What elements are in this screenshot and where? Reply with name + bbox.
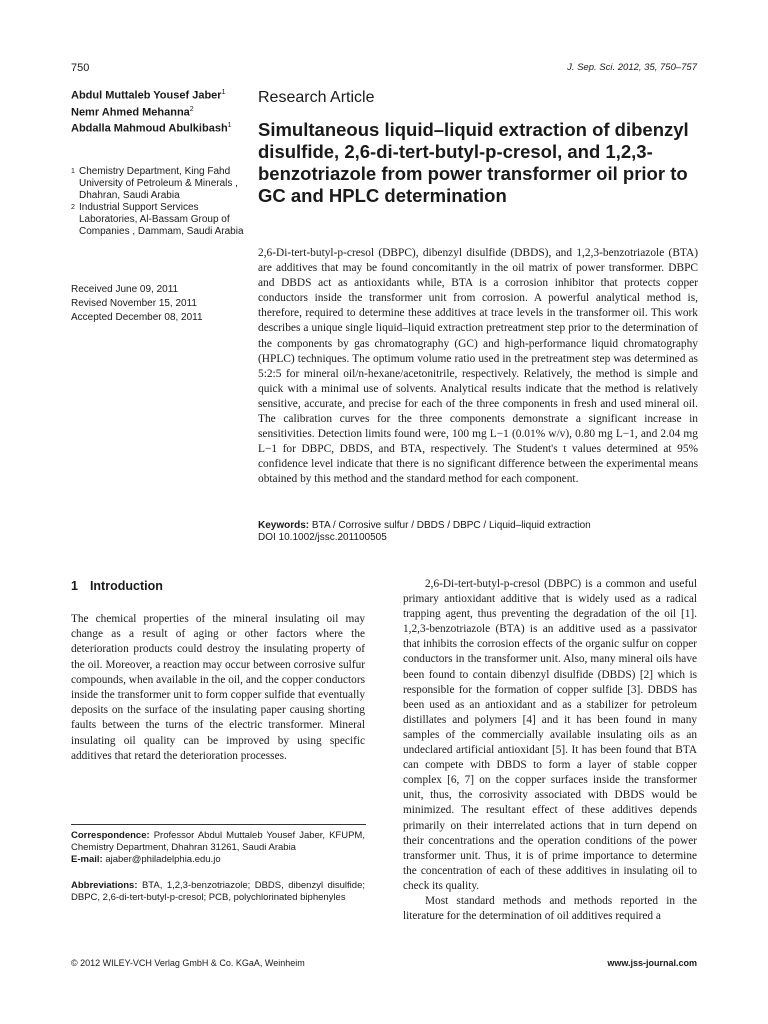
article-dates (71, 283, 246, 325)
abstract: 2,6-Di-tert-butyl-p-cresol (DBPC), dibenzyl disulfide (DBDS), and 1,2,3-benzotriazole (BTA) are additives that may be found concomitantly in the oil matrix of power transformer. DBPC and DBDS act as antioxidants while, BTA is a corrosion inhibitor that protects copper conductors inside the transformer unit from corrosion. A powerful analytical method is, therefore, required to determine these additives at trace levels in the transformer oil. This work describes a unique single liquid–liquid extraction pretreatment step prior to the determination of the components by gas chromatography (GC) and high-performance liquid chromatography (HPLC) techniques. The optimum volume ratio used in the pretreatment step was determined as 5:2:5 for mineral oil/n-hexane/acetonitrile, respectively. Relatively, the method is simple and quick with a minimal use of solvents. Analytical results indicate that the method is relatively sensitive, accurate, and precise for each of the three components in fresh and used mineral oil. The calibration curves for the three components demonstrate a significant increase in sensitivities. Detection limits found were, 100 mg L−1 (0.01% w/v), 0.80 mg L−1, and 2.04 mg L−1 for DBPC, DBDS, and BTA, respectively. The Student's t values determined at 95% confidence level indicate that there is no significant difference between the experimental means obtained by this method and the standard method for each component. (258, 247, 698, 486)
affiliation: 2 Industrial Support Services Laboratories, Al-Bassam Group of Companies , Dammam, Saudi Arabia (71, 202, 244, 237)
author-name: Abdalla Mahmoud Abulkibash$^1$ (71, 122, 232, 135)
keywords (258, 520, 703, 532)
body-paragraph: Most standard methods and methods reported in the literature for the determination of oil additives required a (403, 894, 697, 923)
right-column-text (403, 577, 697, 924)
doi[interactable]: DOI 10.1002/jssc.201100505 (258, 532, 387, 543)
revised-date: Revised November 15, 2011 (71, 298, 197, 309)
journal-website-link[interactable]: www.jss-journal.com (607, 958, 697, 968)
email-link[interactable]: ajaber@philadelphia.edu.jo (105, 854, 221, 865)
abbreviations-note: Abbreviations: BTA, 1,2,3-benzotriazole; DBDS, dibenzyl disulfide; DBPC, 2,6-di-tert-butyl-p-cresol; PCB, polychlorinated biphenyles (71, 880, 365, 903)
affiliation: 1 Chemistry Department, King Fahd University of Petroleum & Minerals , Dhahran, Saudi Arabia (71, 166, 238, 201)
section-label: Research Article (258, 89, 375, 106)
keywords-text: BTA / Corrosive sulfur / DBDS / DBPC / Liquid–liquid extraction (311, 520, 591, 531)
footnote-divider (71, 824, 366, 825)
body-paragraph: 2,6-Di-tert-butyl-p-cresol (DBPC) is a common and useful primary antioxidant additive that is widely used as a radical trapping agent, thus preventing the degradation of the oil [1]. 1,2,3-benzotriazole (BTA) is an additive used as a passivator that inhibits the corrosion effects of the organic sulfur on copper conductors in the transformer unit. Also, many mineral oils have been found to contain dibenzyl disulfide (DBDS) [2] which is responsible for the formation of copper sulfide [3]. DBDS has been used as an antioxidant and as a stabilizer for petroleum distillates and polymers [4] and it has been found in many samples of the commercially available insulating oils as an undeclared artificial antioxidant [5]. It has been found that BTA can compete with DBDS to form a layer of stable copper complex [6, 7] on the copper surfaces inside the transformer unit, thus, the corrosivity associated with DBDS would be minimized. The resultant effect of these additives depends primarily on their interrelated actions that in turn depend on their concentrations and the operation conditions of the power transformer unit. Thus, it is of prime importance to determine the concentration of each of these additives in insulating oil to check its quality. (403, 578, 697, 892)
introduction-paragraph: The chemical properties of the mineral insulating oil may change as a result of aging or other factors where the deterioration products could destroy the insulating property of the oil. Moreover, a reaction may occur between corrosive sulfur compounds, when available in the oil, and the copper conductors inside the transformer unit to form copper sulfide that eventually deposits on the surface of the insulating paper causing shorting faults between the turns of the electric transformer. Mineral insulating oil quality can be improved by using specific additives that retard the deterioration processes. (71, 613, 365, 762)
section-heading-introduction: 1 Introduction (71, 579, 163, 593)
author-name: Nemr Ahmed Mehanna$^2$ (71, 105, 194, 119)
page-number: 750 (71, 62, 90, 74)
accepted-date: Accepted December 08, 2011 (71, 312, 203, 323)
author-list (71, 86, 246, 136)
article-title: Simultaneous liquid–liquid extraction of dibenzyl disulfide, 2,6-di-tert-butyl-p-cresol, and 1,2,3-benzotriazole from power transformer oil prior to GC and HPLC determination (258, 119, 689, 206)
copyright-notice: © 2012 WILEY-VCH Verlag GmbH & Co. KGaA, Weinheim (71, 958, 305, 968)
affiliations (71, 166, 246, 238)
keywords-label: Keywords: (258, 520, 310, 531)
journal-reference: J. Sep. Sci. 2012, 35, 750–757 (567, 62, 697, 73)
author-name: Abdul Muttaleb Yousef Jaber$^1$ (71, 89, 226, 102)
received-date: Received June 09, 2011 (71, 284, 179, 295)
correspondence-note: Correspondence: Professor Abdul Muttaleb Yousef Jaber, KFUPM, Chemistry Department, Dhahran 31261, Saudi Arabia E-mail: ajaber@philadelphia.edu.jo (71, 830, 365, 865)
